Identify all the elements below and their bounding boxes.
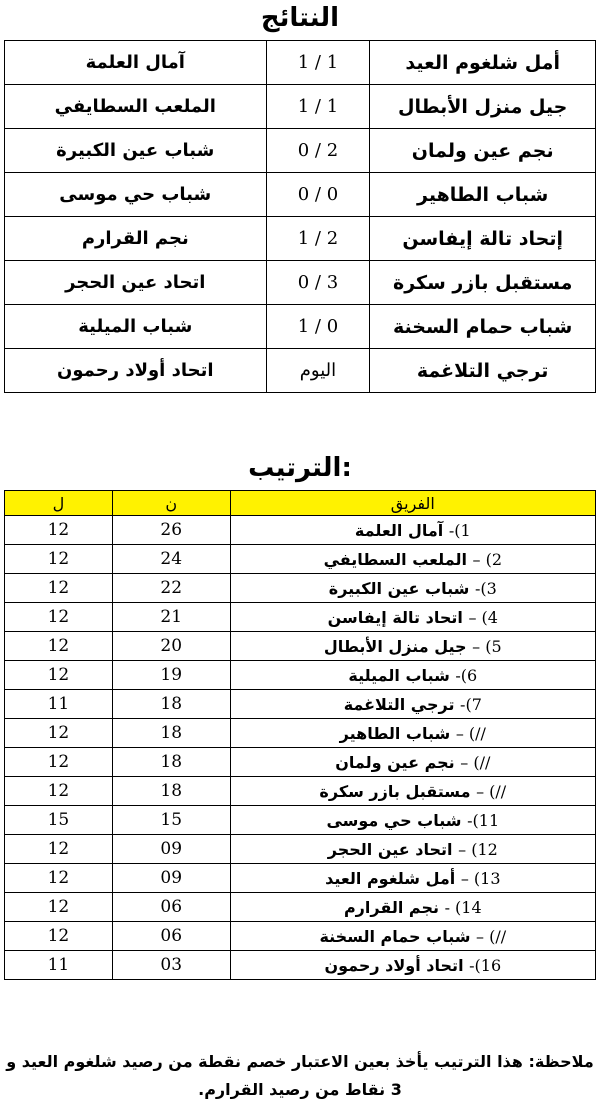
rank-label: 6)- (455, 665, 478, 685)
team-cell (230, 806, 595, 835)
played-cell: 12 (5, 864, 113, 893)
match-score: 0 / 0 (266, 173, 370, 217)
points-cell: 18 (112, 748, 230, 777)
standings-row (5, 951, 596, 980)
match-score: 0 / 3 (266, 261, 370, 305)
played-cell: 12 (5, 632, 113, 661)
team-cell (230, 632, 595, 661)
results-row (5, 129, 596, 173)
rank-label: 5) – (472, 636, 502, 656)
points-cell: 22 (112, 574, 230, 603)
points-cell: 18 (112, 690, 230, 719)
team-name: جيل منزل الأبطال (323, 636, 467, 656)
standings-row (5, 719, 596, 748)
rank-label: 16)- (469, 955, 502, 975)
team-name: نجم القرارم (343, 897, 439, 917)
rank-label: //) – (476, 926, 507, 946)
home-team: أمل شلغوم العيد (370, 41, 596, 85)
points-cell: 21 (112, 603, 230, 632)
standings-row (5, 864, 596, 893)
header-points: ن (112, 491, 230, 516)
standings-note: ملاحظة: هذا الترتيب يأخذ بعين الاعتبار خصم نقطة من رصيد شلغوم العيد و 3 نقاط من رصيد القرارم. (6, 1052, 594, 1099)
points-cell: 06 (112, 893, 230, 922)
played-cell: 12 (5, 661, 113, 690)
home-team: إتحاد تالة إيفاسن (370, 217, 596, 261)
home-team: شباب الطاهير (370, 173, 596, 217)
played-cell: 12 (5, 893, 113, 922)
standings-row (5, 516, 596, 545)
points-cell: 18 (112, 719, 230, 748)
rank-label: //) – (476, 781, 507, 801)
standings-row (5, 835, 596, 864)
points-cell: 15 (112, 806, 230, 835)
rank-label: 11)- (467, 810, 500, 830)
points-cell: 20 (112, 632, 230, 661)
team-name: شباب الميلية (348, 665, 450, 685)
away-team: اتحاد أولاد رحمون (5, 349, 267, 393)
played-cell: 11 (5, 690, 113, 719)
team-name: شباب الطاهير (339, 723, 451, 743)
standings-header-row (5, 491, 596, 516)
rank-label: 12) – (458, 839, 498, 859)
rank-label: 7)- (460, 694, 482, 714)
played-cell: 12 (5, 777, 113, 806)
rank-label: 14) - (444, 897, 482, 917)
team-cell (230, 835, 595, 864)
home-team: نجم عين ولمان (370, 129, 596, 173)
match-score: 1 / 1 (266, 41, 370, 85)
results-row (5, 217, 596, 261)
results-row (5, 261, 596, 305)
results-row (5, 85, 596, 129)
team-name: نجم عين ولمان (335, 752, 455, 772)
standings-row (5, 777, 596, 806)
points-cell: 18 (112, 777, 230, 806)
results-table (4, 40, 596, 393)
team-cell (230, 516, 595, 545)
points-cell: 26 (112, 516, 230, 545)
played-cell: 12 (5, 545, 113, 574)
standings-row (5, 661, 596, 690)
points-cell: 06 (112, 922, 230, 951)
team-name: شباب عين الكبيرة (328, 578, 470, 598)
team-name: الملعب السطايفي (323, 549, 467, 569)
standings-row (5, 603, 596, 632)
team-cell (230, 777, 595, 806)
header-played: ل (5, 491, 113, 516)
team-name: اتحاد تالة إيفاسن (327, 607, 463, 627)
home-team: جيل منزل الأبطال (370, 85, 596, 129)
team-name: شباب حي موسى (326, 810, 462, 830)
standings-row (5, 893, 596, 922)
played-cell: 12 (5, 922, 113, 951)
standings-row (5, 806, 596, 835)
played-cell: 12 (5, 748, 113, 777)
team-cell (230, 922, 595, 951)
away-team: شباب عين الكبيرة (5, 129, 267, 173)
standings-title: الترتيب: (248, 453, 352, 483)
standings-row (5, 690, 596, 719)
home-team: شباب حمام السخنة (370, 305, 596, 349)
results-row (5, 349, 596, 393)
team-cell (230, 690, 595, 719)
rank-label: 2) – (472, 549, 503, 569)
team-name: اتحاد عين الحجر (327, 839, 453, 859)
standings-row (5, 922, 596, 951)
rank-label: //) – (460, 752, 491, 772)
team-cell (230, 748, 595, 777)
team-cell (230, 545, 595, 574)
match-score: اليوم (266, 349, 370, 393)
results-row (5, 173, 596, 217)
team-name: آمال العلمة (354, 520, 444, 540)
team-name: مستقبل بازر سكرة (319, 781, 471, 801)
played-cell: 12 (5, 835, 113, 864)
results-row (5, 305, 596, 349)
away-team: الملعب السطايفي (5, 85, 267, 129)
rank-label: 4) – (468, 607, 498, 627)
away-team: آمال العلمة (5, 41, 267, 85)
rank-label: 1)- (448, 520, 471, 540)
points-cell: 09 (112, 864, 230, 893)
home-team: مستقبل بازر سكرة (370, 261, 596, 305)
team-cell (230, 719, 595, 748)
standings-row (5, 545, 596, 574)
results-title: النتائج (260, 3, 340, 33)
team-cell (230, 574, 595, 603)
away-team: نجم القرارم (5, 217, 267, 261)
standings-row (5, 748, 596, 777)
rank-label: //) – (455, 723, 486, 743)
team-cell (230, 864, 595, 893)
points-cell: 09 (112, 835, 230, 864)
points-cell: 19 (112, 661, 230, 690)
team-name: شباب حمام السخنة (319, 926, 471, 946)
team-name: أمل شلغوم العيد (325, 868, 456, 888)
team-cell (230, 893, 595, 922)
rank-label: 13) – (460, 868, 501, 888)
standings-row (5, 632, 596, 661)
away-team: شباب الميلية (5, 305, 267, 349)
played-cell: 15 (5, 806, 113, 835)
team-name: اتحاد أولاد رحمون (324, 955, 464, 975)
points-cell: 24 (112, 545, 230, 574)
match-score: 1 / 2 (266, 217, 370, 261)
header-team: الفريق (230, 491, 595, 516)
standings-table (4, 490, 596, 980)
home-team: ترجي التلاغمة (370, 349, 596, 393)
match-score: 0 / 2 (266, 129, 370, 173)
played-cell: 12 (5, 516, 113, 545)
team-name: ترجي التلاغمة (343, 694, 455, 714)
team-cell (230, 661, 595, 690)
played-cell: 12 (5, 603, 113, 632)
standings-row (5, 574, 596, 603)
team-cell (230, 603, 595, 632)
away-team: شباب حي موسى (5, 173, 267, 217)
played-cell: 12 (5, 719, 113, 748)
points-cell: 03 (112, 951, 230, 980)
away-team: اتحاد عين الحجر (5, 261, 267, 305)
match-score: 1 / 1 (266, 85, 370, 129)
played-cell: 12 (5, 574, 113, 603)
match-score: 1 / 0 (266, 305, 370, 349)
played-cell: 11 (5, 951, 113, 980)
team-cell (230, 951, 595, 980)
results-row (5, 41, 596, 85)
rank-label: 3)- (474, 578, 497, 598)
